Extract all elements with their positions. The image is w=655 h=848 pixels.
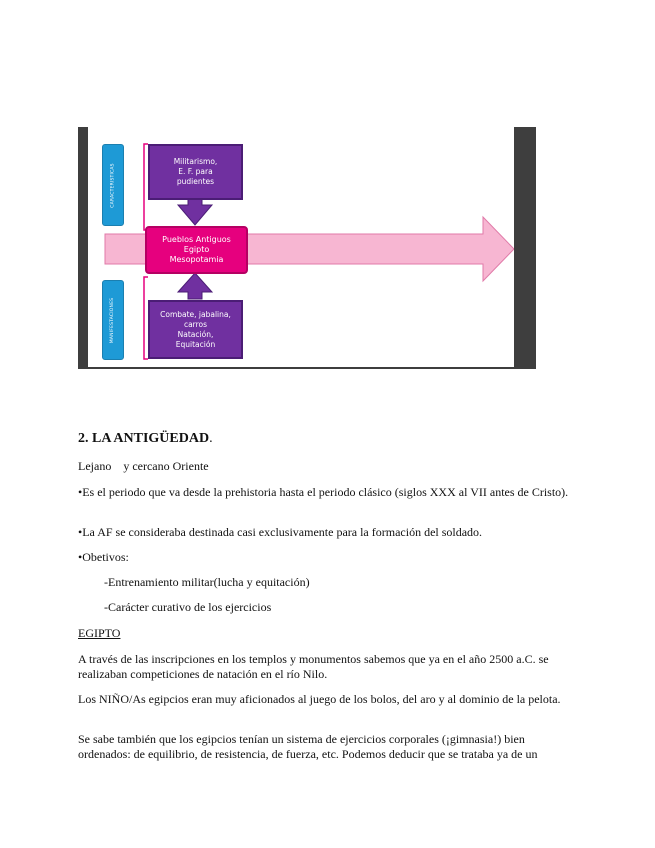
section-heading-period: .: [209, 431, 213, 446]
paragraph-objectives: •Obetivos:: [78, 550, 129, 564]
manifestations-line-3: Natación,: [177, 329, 214, 339]
manifestations-line-2: carros: [183, 319, 208, 329]
section-heading: [78, 431, 578, 446]
characteristics-line-3: pudientes: [176, 177, 215, 186]
paragraph-children: Los NIÑO/As egipcios eran muy aficionados al juego de los bolos, del aro y al dominio de la pelota.: [78, 692, 561, 706]
manifestations-box: [148, 300, 243, 359]
section-heading-text: 2. LA ANTIGÜEDAD: [78, 431, 210, 446]
left-border-bar: [78, 127, 88, 369]
bottom-border-line: [78, 367, 536, 369]
manifestations-label-text: MANIFESTACIONES: [110, 297, 116, 343]
characteristics-label: [102, 144, 124, 226]
ancient-peoples-box: [145, 226, 248, 274]
objective-item-2: -Carácter curativo de los ejercicios: [104, 600, 272, 614]
paragraph-af: •La AF se consideraba destinada casi exclusivamente para la formación del soldado.: [78, 525, 483, 539]
characteristics-line-1: Militarismo,: [173, 157, 218, 166]
right-border-bar: [514, 127, 536, 369]
diagram: [78, 127, 536, 369]
ancient-peoples-line-1: Pueblos Antiguos: [162, 235, 231, 244]
egypt-subheading: EGIPTO: [78, 626, 121, 640]
manifestations-line-1: Combate, jabalina,: [160, 309, 231, 319]
up-arrow: [178, 273, 212, 299]
down-arrow: [178, 199, 212, 225]
manifestations-label: [102, 280, 124, 360]
manifestations-line-4: Equitación: [175, 339, 216, 349]
objective-item-1: -Entrenamiento militar(lucha y equitación): [104, 575, 310, 589]
paragraph-inscriptions: A través de las inscripciones en los templos y monumentos sabemos que ya en el año 2500 a.C. se realizaban competiciones de natación en el río Nilo.: [78, 652, 549, 681]
paragraph-gymnastics: Se sabe también que los egipcios tenían un sistema de ejercicios corporales (¡gimnasia!) bien ordenados: de equilibrio, de resistencia, de fuerza, etc. Podemos deducir que se trataba ya de un: [78, 732, 538, 761]
ancient-peoples-line-3: Mesopotamia: [169, 255, 224, 264]
characteristics-label-text: CARACTERISTICAS: [110, 162, 116, 208]
paragraph-period: •Es el periodo que va desde la prehistoria hasta el periodo clásico (siglos XXX al VII antes de Cristo).: [78, 485, 569, 499]
characteristics-line-2: E. F. para: [178, 167, 213, 176]
ancient-peoples-line-2: Egipto: [183, 245, 210, 254]
paragraph-region: Lejano y cercano Oriente: [78, 459, 209, 473]
characteristics-box: [148, 144, 243, 200]
